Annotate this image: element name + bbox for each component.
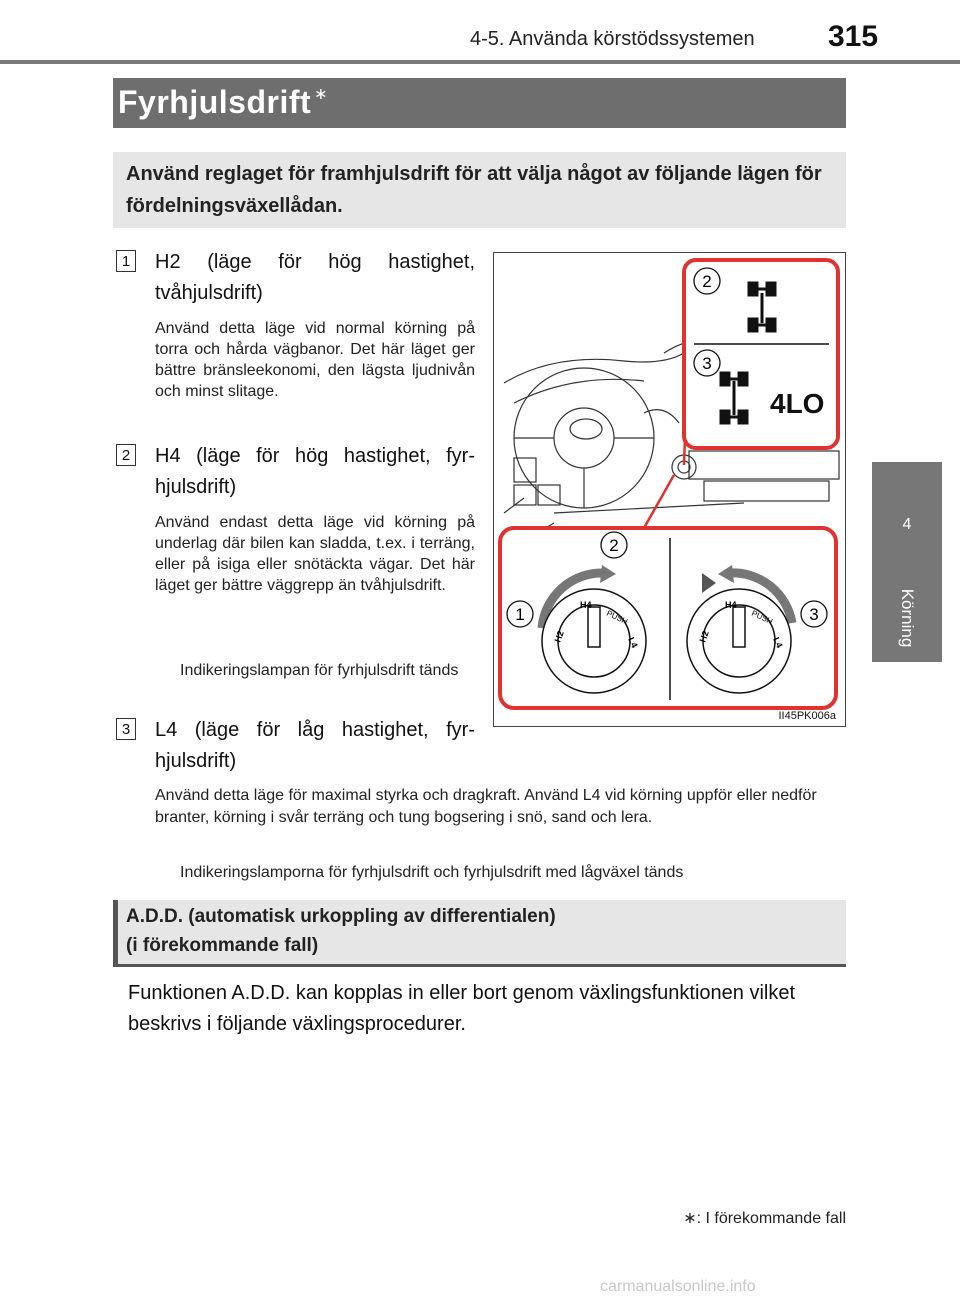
transfer-switch-figure (493, 252, 846, 727)
knob-left-push: PUSH (605, 608, 630, 627)
knob-label-2: 2 (609, 536, 619, 555)
item-body-h2: Använd detta läge vid normal körning på torra och hårda vägbanor. Det här läget ger bättre bränsleekonomi, den lägsta ljudnivån och minst slitage. (155, 320, 475, 400)
item-heading-h2: H2 (läge för hög hastighet, tvåhjulsdrift) (155, 251, 475, 304)
section-title-asterisk: ∗ (314, 86, 329, 103)
knob-right-h2: H2 (697, 629, 711, 644)
chapter-tab-number: 4 (902, 516, 912, 533)
callout-label-3: 3 (702, 354, 712, 373)
figure-illustration (494, 253, 845, 726)
knob-left-l4: L4 (626, 635, 640, 650)
section-title-text: Fyrhjulsdrift (118, 84, 312, 120)
footnote-text: : I förekommande fall (696, 1210, 846, 1227)
page-number: 315 (828, 20, 879, 53)
knob-label-1: 1 (515, 605, 525, 624)
header-rule (0, 60, 960, 64)
item-heading-h4: H4 (läge för hög hastighet, fyrhjulsdrift) (155, 445, 475, 498)
running-header: 4-5. Använda körstödssystemen (470, 28, 755, 50)
item-heading-l4: L4 (läge för låg hastighet, fyrhjulsdrift) (155, 719, 475, 772)
item-number-2: 2 (116, 444, 136, 466)
knob-right-h4: H4 (725, 600, 737, 610)
intro-text: Använd reglaget för framhjulsdrift för att välja något av följande lägen för fördelningsväxellådan. (126, 163, 822, 217)
item-number-3: 3 (116, 718, 136, 740)
item-indicator-h4: Indikeringslampan för fyrhjulsdrift tänds (180, 662, 459, 679)
indicator-callout (684, 260, 838, 465)
item-body-h4: Använd endast detta läge vid körning på underlag där bilen kan sladda, t.ex. i terräng, eller på isiga eller snötäckta vägar. Det här läget ger bättre väggrepp än tvåhjulsdrift. (155, 514, 475, 594)
four-lo-label: 4LO (770, 388, 825, 419)
section-title (118, 84, 328, 121)
item-number-1: 1 (116, 250, 136, 272)
footnote (640, 1208, 846, 1228)
figure-code: II45PK006a (778, 710, 836, 722)
knob-left-h2: H2 (552, 629, 566, 644)
knob-right-l4: L4 (771, 635, 785, 650)
add-heading-line-1: A.D.D. (automatisk urkoppling av differentialen) (126, 906, 556, 927)
knob-left-h4: H4 (580, 600, 592, 610)
knob-right-push: PUSH (750, 608, 775, 627)
knob-label-3: 3 (809, 605, 819, 624)
item-body-l4: Använd detta läge för maximal styrka och dragkraft. Använd L4 vid körning uppför eller nedför branter, körning i svår terräng och tung bogsering i snö, sand och lera. (155, 787, 817, 826)
footnote-mark: ∗ (683, 1210, 697, 1227)
callout-label-2: 2 (702, 272, 712, 291)
add-heading (126, 902, 836, 960)
add-description: Funktionen A.D.D. kan kopplas in eller bort genom växlingsfunktionen vilket beskrivs i följande växlingsprocedurer. (128, 982, 796, 1035)
chapter-tab-label: Körning (898, 588, 917, 648)
add-heading-accent (113, 900, 118, 964)
knob-callout (500, 475, 836, 708)
watermark: carmanualsonline.info (600, 1278, 756, 1295)
add-heading-line-2: (i förekommande fall) (126, 935, 319, 956)
item-indicator-l4: Indikeringslamporna för fyrhjulsdrift och fyrhjulsdrift med lågväxel tänds (180, 864, 684, 881)
add-heading-rule (113, 964, 846, 967)
